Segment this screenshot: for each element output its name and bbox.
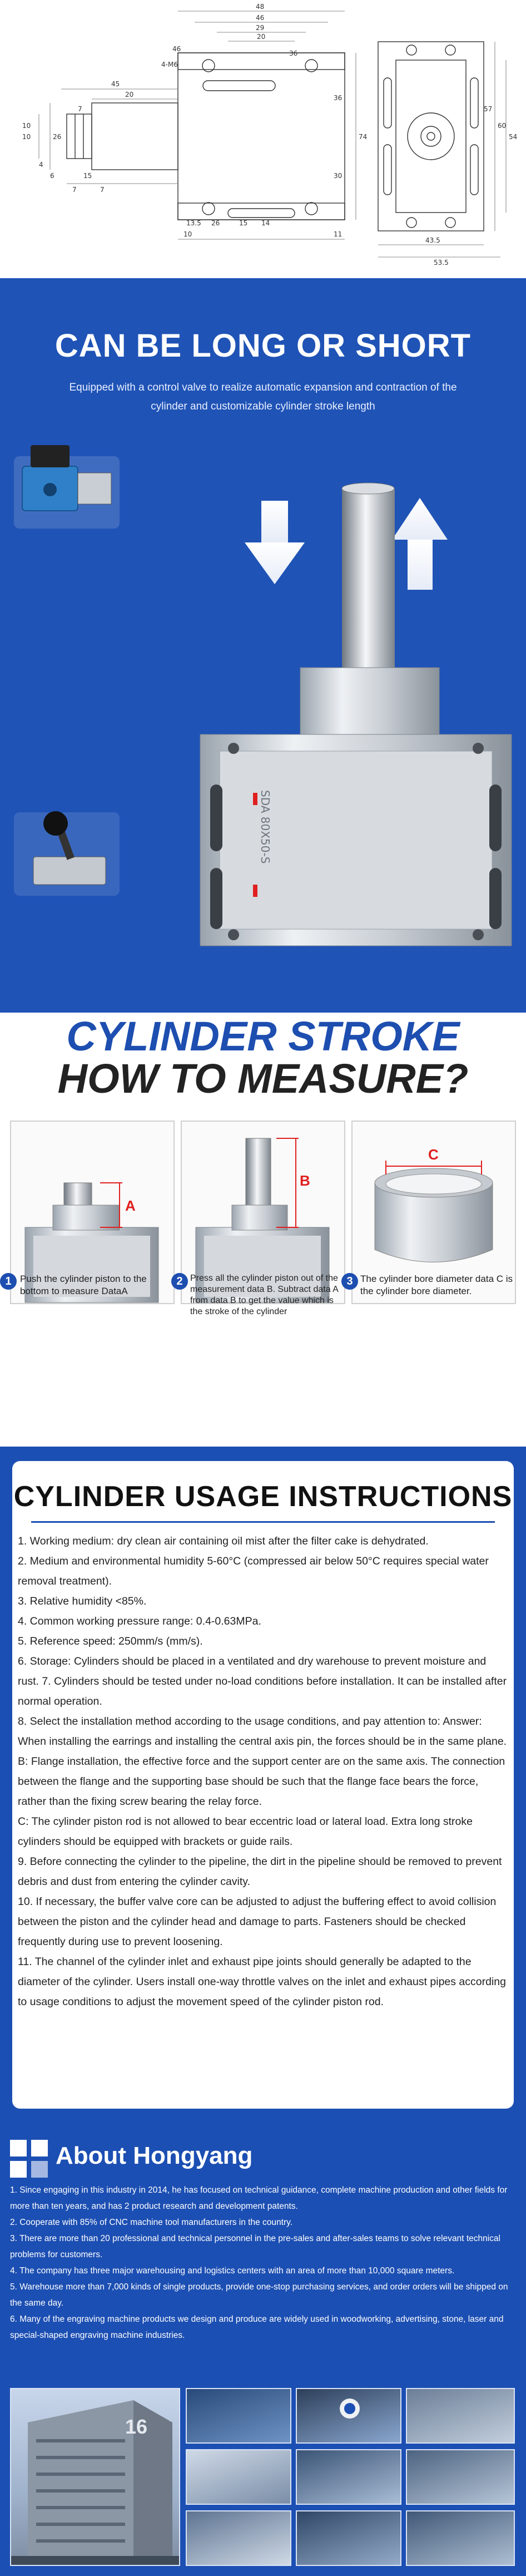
instructions-card bbox=[12, 1461, 514, 2109]
svg-text:7: 7 bbox=[100, 186, 105, 194]
instruction-item: 4. Common working pressure range: 0.4-0.63MPa. bbox=[18, 1615, 261, 1627]
about-list bbox=[10, 2182, 516, 2343]
instruction-item: 5. Reference speed: 250mm/s (mm/s). bbox=[18, 1635, 203, 1647]
svg-text:54: 54 bbox=[509, 133, 518, 141]
step-3-text: The cylinder bore diameter data C is the cylinder bore diameter. bbox=[360, 1274, 513, 1296]
svg-text:43.5: 43.5 bbox=[425, 236, 440, 244]
section-title: CAN BE LONG OR SHORT bbox=[54, 328, 472, 364]
measure-title-line1: CYLINDER STROKE bbox=[66, 1013, 460, 1059]
retract-arrow-icon bbox=[245, 501, 305, 584]
svg-text:6: 6 bbox=[50, 172, 54, 180]
svg-text:11: 11 bbox=[334, 230, 343, 238]
svg-text:29: 29 bbox=[256, 24, 265, 32]
svg-text:15: 15 bbox=[83, 172, 92, 180]
about-item: 2. Cooperate with 85% of CNC machine tool manufacturers in the country. bbox=[10, 2218, 293, 2227]
about-item: 6. Many of the engraving machine products we design and produce are widely used in woodworking, advertising, stone, laser and special-shaped engraving machine industries. bbox=[10, 2315, 504, 2340]
about-item: 3. There are more than 20 professional and technical personnel in the pre-sales and after-sales teams to solve relevant technical problems for customers. bbox=[10, 2234, 500, 2259]
svg-text:53.5: 53.5 bbox=[434, 259, 449, 267]
instructions-title: CYLINDER USAGE INSTRUCTIONS bbox=[13, 1481, 513, 1513]
about-item: 4. The company has three major warehousing and logistics centers with an area of more than 10,000 square meters. bbox=[10, 2266, 455, 2276]
instruction-item: B: Flange installation, the effective force and the support center are on the same axis. The connection between the flange and the supporting base should be such that the flange face bears the force, rather than the fixing screw bearing the relay force. bbox=[18, 1755, 505, 1808]
instruction-item: 11. The channel of the cylinder inlet and exhaust pipe joints should generally be adapted to the diameter of the cylinder. Users install one-way throttle valves on the inlet and exhaust pipes according to usage conditions to adjust the movement speed of the cylinder piston rod. bbox=[18, 1956, 506, 2008]
long-or-short-section bbox=[0, 278, 526, 1013]
piston-rod bbox=[342, 487, 395, 687]
svg-text:10: 10 bbox=[22, 122, 31, 130]
label-b: B bbox=[300, 1172, 310, 1189]
instructions-list bbox=[18, 1531, 508, 2012]
instruction-item: 6. Storage: Cylinders should be placed in a ventilated and dry warehouse to prevent moisture and rust. 7. Cylinders should be tested under no-load conditions before installation. It can be installed after normal operation. bbox=[18, 1655, 507, 1708]
label-c: C bbox=[428, 1146, 439, 1163]
building-number: 16 bbox=[125, 2415, 148, 2438]
flange-front-view bbox=[378, 42, 484, 231]
svg-text:10: 10 bbox=[183, 230, 192, 238]
solenoid-valve-image bbox=[14, 445, 120, 529]
svg-text:7: 7 bbox=[72, 186, 77, 194]
svg-text:26: 26 bbox=[211, 219, 220, 227]
svg-text:48: 48 bbox=[256, 3, 265, 11]
dimension-drawing bbox=[0, 0, 526, 278]
svg-text:26: 26 bbox=[53, 133, 62, 141]
measure-section bbox=[0, 1013, 526, 1447]
svg-text:7: 7 bbox=[78, 105, 82, 113]
about-item: 5. Warehouse more than 7,000 kinds of single products, provide one-stop purchasing services, and order orders will be shipped on the same day. bbox=[10, 2282, 508, 2308]
svg-text:30: 30 bbox=[334, 172, 343, 180]
company-building-photo bbox=[10, 2388, 180, 2566]
factory-photo-5 bbox=[296, 2449, 401, 2505]
factory-photo-7 bbox=[186, 2510, 291, 2566]
instruction-item: 2. Medium and environmental humidity 5-60°C (compressed air below 50°C requires special water removal treatment). bbox=[18, 1555, 489, 1587]
svg-text:36: 36 bbox=[289, 50, 298, 57]
about-item: 1. Since engaging in this industry in 2014, he has focused on technical guidance, complete machine production and other fields for more than ten years, and has 2 product research and development patents. bbox=[10, 2185, 508, 2211]
about-section bbox=[0, 2120, 526, 2576]
svg-text:45: 45 bbox=[111, 80, 120, 88]
factory-photo-6 bbox=[406, 2449, 515, 2505]
extend-arrow-icon bbox=[392, 498, 448, 590]
svg-text:4: 4 bbox=[39, 161, 43, 169]
step-1-number: 1 bbox=[0, 1273, 17, 1290]
factory-photo-1 bbox=[186, 2388, 291, 2444]
company-logo-icon bbox=[297, 2389, 401, 2444]
step-2-number: 2 bbox=[171, 1273, 188, 1290]
technical-drawing-section bbox=[0, 0, 526, 278]
section-subtitle: Equipped with a control valve to realize automatic expansion and contraction of the cylinder and customizable cylinder stroke length bbox=[69, 382, 457, 412]
factory-photo-8 bbox=[296, 2510, 401, 2566]
step-3-number: 3 bbox=[341, 1273, 358, 1290]
instruction-item: 8. Select the installation method according to the usage conditions, and pay attention to: Answer: When installing the earrings and installing the central axis pin, the forces should be in the same plane. bbox=[18, 1715, 507, 1748]
step-1-text: Push the cylinder piston to the bottom to measure DataA bbox=[20, 1274, 147, 1296]
piston-rod-outline bbox=[92, 103, 178, 170]
step-2-text: Press all the cylinder piston out of the measurement data B. Subtract data A from data B to get the value which is the stroke of the cylinder bbox=[190, 1274, 338, 1316]
title-divider bbox=[31, 1521, 495, 1523]
svg-text:14: 14 bbox=[261, 219, 270, 227]
cylinder-illustration bbox=[0, 278, 526, 1013]
svg-text:20: 20 bbox=[125, 91, 134, 98]
instruction-item: 9. Before connecting the cylinder to the pipeline, the dirt in the pipeline should be removed to prevent debris and dust from entering the cylinder cavity. bbox=[18, 1855, 502, 1888]
svg-text:60: 60 bbox=[498, 122, 507, 130]
cylinder-engraving: SDA 80X50-S bbox=[259, 790, 272, 864]
instruction-item: 1. Working medium: dry clean air containing oil mist after the filter cake is dehydrated. bbox=[18, 1535, 429, 1547]
factory-photo-2 bbox=[296, 2388, 401, 2444]
manual-valve-image bbox=[14, 811, 120, 896]
measure-title-line2: HOW TO MEASURE? bbox=[57, 1055, 469, 1102]
svg-text:57: 57 bbox=[484, 105, 493, 113]
svg-text:74: 74 bbox=[359, 133, 368, 141]
svg-text:20: 20 bbox=[257, 33, 266, 41]
svg-text:13.5: 13.5 bbox=[186, 219, 201, 227]
svg-text:46: 46 bbox=[256, 14, 265, 22]
grid-logo-icon bbox=[10, 2140, 49, 2179]
instruction-item: C: The cylinder piston rod is not allowed to bear eccentric load or lateral load. Extra long stroke cylinders should be equipped with brackets or guide rails. bbox=[18, 1815, 473, 1848]
factory-photo-4 bbox=[186, 2449, 291, 2505]
svg-text:15: 15 bbox=[239, 219, 248, 227]
factory-photo-9 bbox=[406, 2510, 515, 2566]
instruction-item: 10. If necessary, the buffer valve core can be adjusted to adjust the buffering effect to avoid collision between the piston and the cylinder head and damage to parts. Fasteners should be checked frequently during use to prevent loosening. bbox=[18, 1896, 497, 1948]
svg-text:10: 10 bbox=[22, 133, 31, 141]
cylinder-side-body bbox=[178, 53, 345, 220]
svg-text:4-M6: 4-M6 bbox=[161, 61, 178, 68]
svg-text:46: 46 bbox=[172, 45, 181, 53]
about-title: About Hongyang bbox=[56, 2142, 253, 2169]
label-a: A bbox=[125, 1197, 136, 1214]
usage-instructions-section bbox=[0, 1447, 526, 2120]
svg-text:36: 36 bbox=[334, 94, 343, 102]
instruction-item: 3. Relative humidity <85%. bbox=[18, 1595, 147, 1607]
factory-photo-3 bbox=[406, 2388, 515, 2444]
